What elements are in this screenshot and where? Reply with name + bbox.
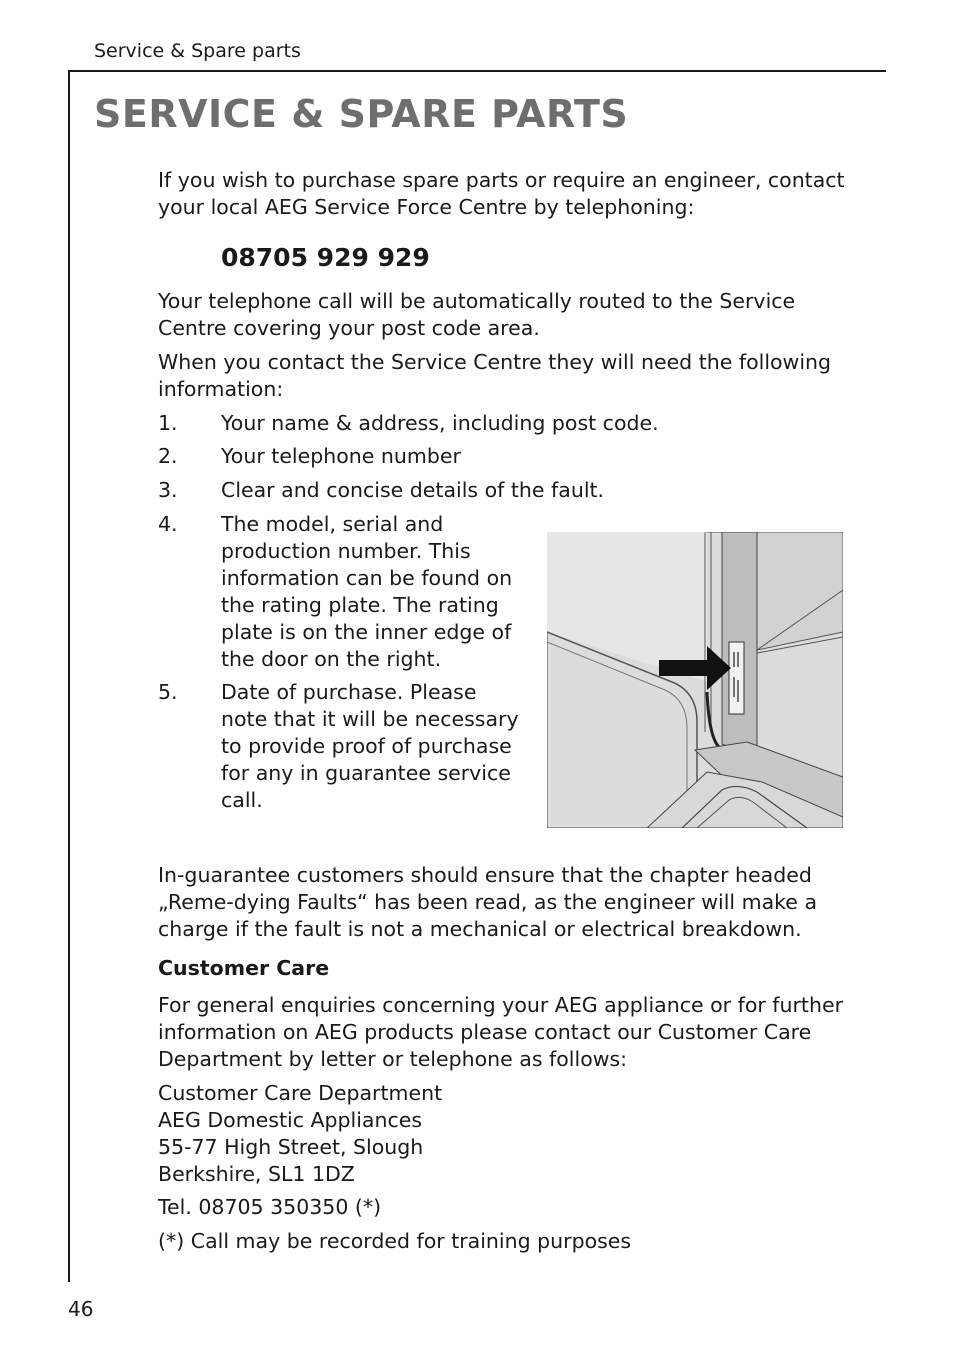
address-line: Berkshire, SL1 1DZ — [158, 1162, 355, 1186]
list-item-text: Your telephone number — [221, 444, 461, 468]
customer-care-address — [158, 1080, 866, 1188]
margin-rule — [68, 70, 70, 1282]
list-item-number: 1. — [158, 411, 178, 435]
list-item-text: Your name & address, including post code. — [221, 411, 659, 435]
page-number: 46 — [68, 1297, 94, 1321]
service-phone-number: 08705 929 929 — [221, 243, 430, 272]
list-item-number: 5. — [158, 680, 178, 704]
running-header: Service & Spare parts — [94, 40, 301, 62]
list-item-text: Clear and concise details of the fault. — [221, 478, 605, 502]
recording-note: (*) Call may be recorded for training purposes — [158, 1229, 632, 1253]
header-rule — [68, 70, 886, 72]
list-item-text: Date of purchase. Please note that it will be necessary to provide proof of purchase for any in guarantee service call. — [221, 680, 519, 812]
routing-paragraph: Your telephone call will be automatically routed to the Service Centre covering your post code area. — [158, 289, 796, 340]
address-line: Customer Care Department — [158, 1081, 443, 1105]
page-title: SERVICE & SPARE PARTS — [94, 92, 629, 136]
address-line: AEG Domestic Appliances — [158, 1108, 423, 1132]
address-line: 55-77 High Street, Slough — [158, 1135, 424, 1159]
intro-paragraph: If you wish to purchase spare parts or require an engineer, contact your local AEG Service Force Centre by telephoning: — [158, 168, 845, 219]
list-item-number: 3. — [158, 478, 178, 502]
customer-care-heading: Customer Care — [158, 956, 330, 980]
customer-care-telephone: Tel. 08705 350350 (*) — [158, 1195, 382, 1219]
guarantee-paragraph: In-guarantee customers should ensure that the chapter headed „Reme-dying Faults“ has been read, as the engineer will make a charge if the fault is not a mechanical or electrical breakdown. — [158, 863, 818, 941]
customer-care-paragraph: For general enquiries concerning your AEG appliance or for further information on AEG products please contact our Customer Care Department by letter or telephone as follows: — [158, 993, 844, 1071]
list-item-number: 4. — [158, 512, 178, 536]
list-item-number: 2. — [158, 444, 178, 468]
rating-plate-illustration — [547, 532, 843, 828]
list-item-text: The model, serial and production number. This information can be found on the rating plate. The rating plate is on the inner edge of the door on the right. — [221, 512, 513, 671]
info-intro-paragraph: When you contact the Service Centre they will need the following information: — [158, 350, 832, 401]
